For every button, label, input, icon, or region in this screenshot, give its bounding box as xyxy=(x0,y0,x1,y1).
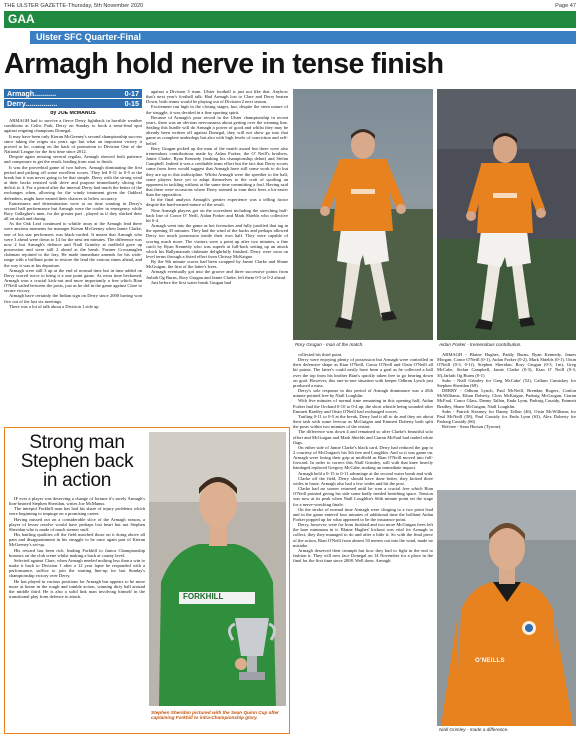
paragraph: Derry's sole response in this period of Armagh dominance was a 20th minute pointed free by Niall Loughlin. xyxy=(293,388,433,399)
column-3-text xyxy=(293,352,433,563)
score-value: 0-15 xyxy=(124,99,139,108)
paragraph: As the Oak Leaf continued to whittle away at the Armagh lead there were anxious moments for manager Kieran McGeeney when Jamie Clarke, one of his star performers was black-carded. It meant that Armagh who were 3 ahead were down to 14 for the next ten minutes. The difference was now 2 but Armagh's defence and Niall Grimley at midfield gave up possession and were still 2 ahead at the break. Former Crossmaglen clubman rejoined to the fray. He made immediate amends for his wide-range with a brilliant point to restore the lead the various times ahead, and the way it was at his departure. xyxy=(4,221,142,268)
article-column-1 xyxy=(4,111,142,425)
niall-grimley-photo xyxy=(437,490,576,726)
paragraph: His battling qualities off the field matched those on it doing above all pain and disappointment in his struggle to be once again part of Kieran McGeeney's set-up. xyxy=(9,532,145,548)
score-value: 0-17 xyxy=(124,89,139,98)
article-column-3 xyxy=(293,352,433,734)
paragraph: Derry were enjoying plenty of possession but Armagh were controlled in their defensive shape as Kian O'Neill, Conor O'Neill and Oisin O'Neill all hit points. The latter's could easily have been a goal as he collected a ball over the top from his brother Rian's quickly taken free to go bearing down on goal. However, this one-to-one situation with keeper Odhran Lynch just produced a miss. xyxy=(293,357,433,388)
feature-text xyxy=(9,496,145,730)
score-row-armagh xyxy=(4,89,142,98)
page-number: Page 47 xyxy=(555,3,576,9)
paragraph: Trailing 0-11 to 0-5 at the break, Derry had it all to do and they set about their task with some fervour as McGuigan and Emmett Doherty both split the posts within two minutes of the restart. xyxy=(293,413,433,430)
paragraph: Rory Grugan picked up the man of the match award but there were also tremendous contributions made by Aidan Forker, the O' Neill's brothers, Jamie Clarke, Ryan Kennedy (making his championship debut) and Stefan Campbell. Indeed it was a creditable team effort but the fact that Derry scores came from frees would suggest that Armagh have still some work to do but they are up to this indiscipline. Whilst Armagh were the speedier to the ball, some players have yet to adapt themselves to the craft of spoiling an opponent in tackling without at the same time committing a foul. Having said that there were occasions where Derry seemed to earn their frees a bit easier than the opposition. xyxy=(146,145,288,198)
paragraph: On the stroke of normal time Armagh were clinging to a two point lead and in the game entered four minutes of additional time the brilliant Aidan Forker popped up for what appeared to be the insurance point. xyxy=(293,506,433,522)
paragraph: Clarke had no sooner returned until he won a crucial free which Rian O'Neill pointed giving his side some badly needed breathing space. Tension was now at its peak when Niall Loughlin's 66th minute point set the stage for a nerve-wrecking finale. xyxy=(293,486,433,507)
headline: Armagh hold nerve in tense finish xyxy=(4,48,444,80)
feature-text-body xyxy=(9,496,145,599)
byline: by JOE McMANUS xyxy=(50,111,96,116)
paragraph: against a Division 3 team. Ulster football is just not like that. Anyhow that's next year's football talk. Had Armagh lost to Clare and Derry beaten Down, both teams would be playing out of Division 2 next season. xyxy=(146,89,288,105)
paragraph: Subs - Patrick Kearney for Danny Tallon (46), Oisin McWilliams for Paul McNeill (58), Paul Cassidy for Enda Lynn (63), Alex Doherty for Padraig Cassidy (66) xyxy=(437,408,576,425)
rory-grugan-photo xyxy=(293,89,433,340)
paragraph: The intrepid Forkhill man has had his share of injury problems which were beginning to impinge on a promising career. xyxy=(9,506,145,517)
column-2-text xyxy=(146,89,288,285)
stephen-sheridan-photo xyxy=(149,432,286,706)
subsection-title: Ulster SFC Quarter-Final xyxy=(36,32,142,42)
feature-headline xyxy=(9,433,145,490)
paragraph: Armagh deserved their triumph but how they had to fight in the end to fashion it. They will now face Donegal on 14 November for a place in the final for the first time since 2008. Well done, Armagh. xyxy=(293,547,433,564)
paragraph: IF ever a player was deserving a change of fortune it's surely Armagh's lion-hearted Stephen Sheridan, writes Joe McManus. xyxy=(9,496,145,507)
team-lists-text xyxy=(437,352,576,429)
paragraph: With five minutes of normal time remaining in this opening half, Aidan Forker had the Orchard 0-10 to 0-4 up, the short whistle being sounded after Emmett Bradley and Oisin O'Neill had exchanged scores. xyxy=(293,398,433,414)
paragraph: Excitement ran high in the closing stages, but, despite the stern nature of the struggle, it was decided in a fine sporting spirit. xyxy=(146,104,288,115)
feature-headline-line: Stephen back xyxy=(20,451,134,472)
jersey-sponsor: FORKHILL xyxy=(183,592,224,601)
feature-headline-line: Strong man xyxy=(29,432,125,453)
paragraph: Referee - Sean Hurson (Tyrone). xyxy=(442,424,502,430)
score-team: Armagh........... xyxy=(7,89,57,98)
paragraph: In the final analysis Armagh's greater experience was a telling factor despite the hard-earned nature of the result. xyxy=(146,197,288,208)
paragraph: His reward has been rich, leading Forkhill to Junior Championship honours on the club scene whilst making a back at county level. xyxy=(9,547,145,558)
paragraph: Just before the first water break Grugan had xyxy=(151,279,231,285)
paragraph: He has played in various positions for Armagh but appears to be more more at home in the rough and tumble action, winning dirty ball around the middle third. He is also a solid link man involving himself in the transitional play from defence to attack. xyxy=(9,578,145,599)
subsection-bar xyxy=(30,31,576,44)
paragraph: The difference was down 4 and remained so after Clarke's beautiful solo effort and McGuigan and Mark Shields and Ciaran McFaul had traded white flags. xyxy=(293,429,433,445)
niall-grimley-caption: Niall Grimley - made a difference. xyxy=(439,727,509,732)
paragraph: Clarke off the field, Derry should have done better, they kicked three wides in haste. Armagh also had a few wides and hit the post. xyxy=(293,475,433,486)
paragraph: Armagh were still 3 up at the end of normal time but in time added on Derry scored twice to bring it a one point game. As extra time beckoned, Armagh won a crucial kick-out and more importantly a free which Rian O'Neill sailed between the posts, just as he did in the game against Clare to secure victory. xyxy=(4,267,142,294)
score-team: Derry................ xyxy=(7,99,58,108)
paragraph: Because of Armagh's poor record in the Ulster championship in recent years, there was an obvious nervousness about getting over the winning line. Sealing this hurdle will do Armagh a power of good and whilst they may be already been written off against Donegal, they will not show go into that game as complete underdogs but also with high levels of conviction and self-belief. xyxy=(146,114,288,146)
column-1-text xyxy=(4,118,142,309)
paragraph: By the 9th minute scores had been swapped by Jamie Clarke and Shane McGuigan, the first of the latter's frees. xyxy=(146,259,288,270)
paragraph: ARMAGH had to survive a fierce Derry fightback in horrible weather conditions at Celtic Park, Derry on Sunday to book a semi-final spot against reigning champions Donegal. xyxy=(4,118,142,134)
paragraph: On either side of Jamie Clarke's black card, Derry had reduced the gap to 2 courtesy of McGuigan's his 5th free and Loughlin. And so it was game on. Armagh were losing their grip at midfield as Rian O'Neill moved into full-forward. In order to correct this Niall Grimley, still with that knee heavily bandaged replaced Gregory McCabe, making an immediate impact. xyxy=(293,444,433,471)
paragraph: ARMAGH - Blaine Hughes, Paddy Burns, Ryan Kennedy, James Morgan, Conor O'Neill (0-1), Aidan Forker (0-2), Mark Shields (0-1), Oisin O'Neill (0-3, 0-1f), Stephen Sheridan, Rory Grugan (0-3, 1m), Greg McCabe, Stefan Campbell, Jamie Clarke (0-3), Kian O' Neill (0-3, 3f),Jarlath Og Burns (0-1) xyxy=(437,352,576,378)
section-title: GAA xyxy=(8,12,35,26)
paragraph: It was the proverbial game of two halves, Armagh dominating the first period and picking off some excellent scores. They led 0-11 to 0-5 at the break but it was never going to be that simple. Derry with the strong wind at their backs resisted with drive and purpose immediately slicing the deficit to 4. For a period after the interval Derry had much the better of the exchanges when, allowing for the windy treatment given the Oakleaf defenders, might have earned their chances to below accuracy. xyxy=(4,164,142,201)
publication-line: THE ULSTER GAZETTE-Thursday, 5th November 2020 xyxy=(4,3,144,9)
jersey-brand: O'NEILLS xyxy=(475,658,505,664)
paragraph: Selected against Clare, when Armagh needed nothing less than a win to make it back to Division 1 after a 12 year lapse he responded with a performance, suffice to join the starting line-up for last Sunday's championship victory over Derry. xyxy=(9,557,145,579)
paragraph: Earnestness and determination were at no time wanting in Derry's second half performance but Armagh were the cooler in emergency while Rory Gallagher's men, for the greater part , played as if they shirked their all on slush and daring. xyxy=(4,200,142,222)
article-column-2 xyxy=(146,89,288,425)
stephen-sheridan-caption: Stephen Sheridan pictured with the Sean Quinn Cup after captaining Forkhill to intra-Championship glory. xyxy=(151,710,279,721)
aidan-forker-caption: Aidan Forker - tremendous contribution. xyxy=(439,342,522,347)
aidan-forker-photo xyxy=(437,89,576,340)
paragraph: Armagh have certainly the Indian sign on Derry since 2000 having won five out of the last six meetings. xyxy=(4,293,142,304)
score-row-derry xyxy=(4,99,142,108)
paragraph: Subs - Niall Grimley for Greg McCabe' (52), Callum Cumiskey for Stephen Sheridan (69). xyxy=(437,377,576,388)
paragraph: Despite again missing several regular, Armagh showed both patience and composure to get the result, leading from start to finish. xyxy=(4,154,142,165)
paragraph: Armagh held a 0-15 to 0-11 advantage at the second water break and with xyxy=(298,470,433,476)
paragraph: Having missed out on a considerable slice of the Armagh season, a player of lesser resolve would have perhaps lost heart but not Stephen Sheridan who is made of much sterner stuff. xyxy=(9,516,145,532)
paragraph: Nine Armagh players got on the scoresheet including the stretching half-back line of Conor O' Neill, Aidan Forker and Mark Shields who collective hit 0-4. xyxy=(146,207,288,223)
feature-headline-line: in action xyxy=(42,470,112,491)
rory-grugan-caption: Rory Grugan - man of the match. xyxy=(295,342,364,347)
subsection-spacer xyxy=(4,31,28,44)
section-bar xyxy=(4,11,576,28)
paragraph: Armagh went into the game as hot favourites and fully justified that tag in the opening 35 minutes. They had the wind of the backs and perhaps allowed Derry too much possession inside their own half. They were capable of scoring much more. The visitors were a point up after two minutes, a fine catch by Ryan Kennedy who was superb at full-back setting up an attack which his Ballymacnab clubmate delightfully finished. Derry were soon on level terms through a fisted effort from Chrissy McKaigue. xyxy=(146,223,288,259)
paragraph: There was a lot of talk about a Division 1 side up xyxy=(9,303,99,309)
paragraph: It may have been only Kieran McGeeney's second championship success since taking the reigns six years ago but what an important victory it proved to be, coming on the back of promotion to Division One of the National League for the first time since 2012. xyxy=(4,133,142,155)
paragraph: Armagh eventually got into the groove and three successive points from Jarlath Og Burns, Rory Grugan and Jamie Clarke, left them 0-5 to 0-2 ahead. xyxy=(146,269,288,280)
paragraph: collected his third point. xyxy=(298,352,343,357)
paragraph: DERRY - Odhran Lynch, Paul McNeill, Brendan Rogers, Conlon McWilliams, Ethan Doherty, Chris McKaigue, Padraig McGrogan, Ciaran McFaul, Conor Glass, Danny Tallon, Enda Lynn, Padraig Cassidy, Emmett Bradley, Shane McGuigan, Niall Loughlin. xyxy=(437,388,576,409)
team-lists xyxy=(437,352,576,488)
paragraph: Derry, however, were far from finished and two more McGuigan frees left the bare minimum in it. Blaine Hughes' kickout was vital for Armagh to collect, they they managed to do and after a little it. So with the final piece of the action, Rian O'Neill from almost 50 metres out into the wind, made no mistake. xyxy=(293,522,433,548)
feature-box xyxy=(4,427,290,734)
